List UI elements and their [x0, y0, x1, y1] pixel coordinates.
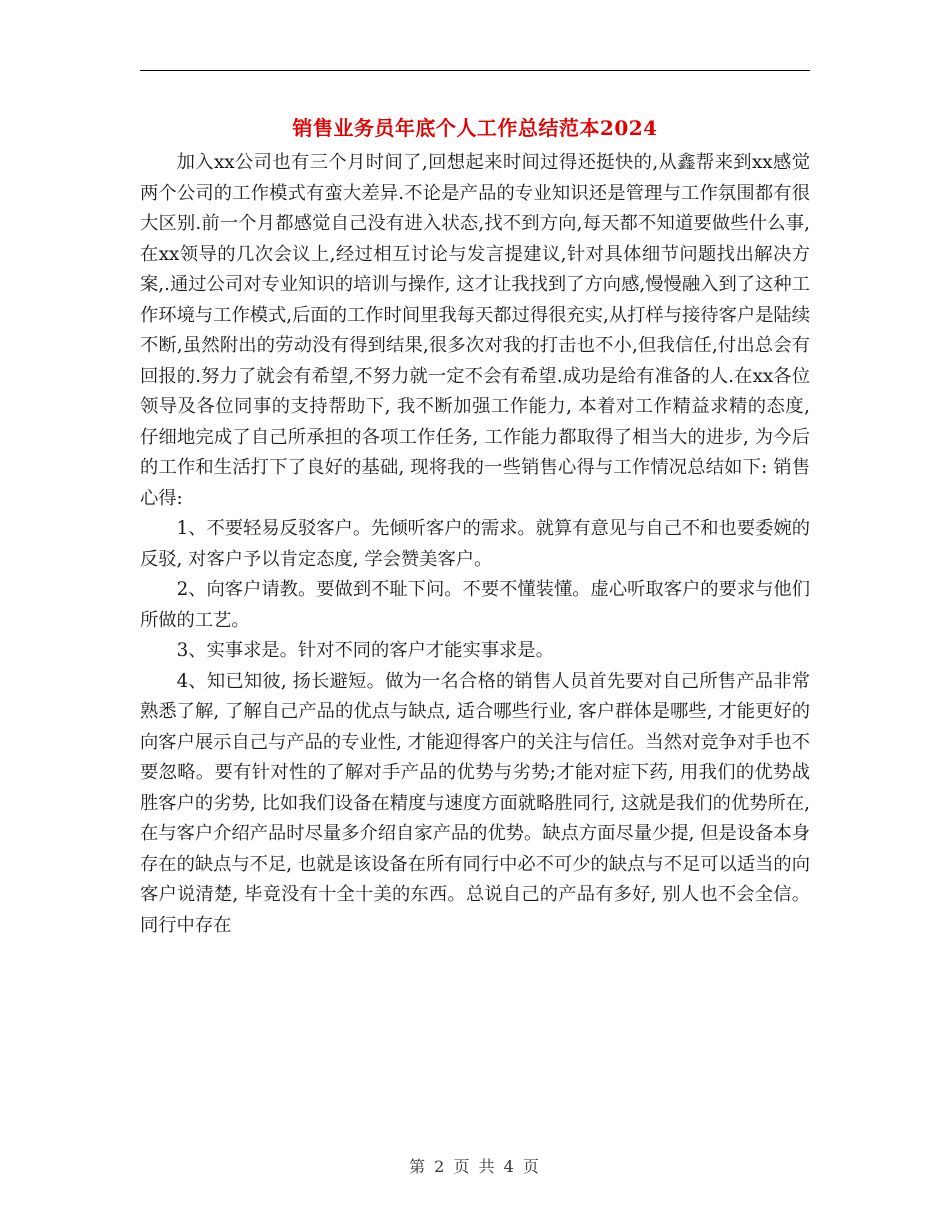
paragraph-point-4: 4、知已知彼, 扬长避短。做为一名合格的销售人员首先要对自己所售产品非常熟悉了解, 了解自己产品的优点与缺点, 适合哪些行业, 客户群体是哪些, 才能更好的向客户展示自己与产品的专业性, 才能迎得客户的关注与信任。当然对竞争对手也不要忽略。要有针对性的了解对手产品的优势与劣势;才能对症下药, 用我们的优势战胜客户的劣势, 比如我们设备在精度与速度方面就略胜同行, 这就是我们的优势所在, 在与客户介绍产品时尽量多介绍自家产品的优势。缺点方面尽量少提, 但是设备本身存在的缺点与不足, 也就是该设备在所有同行中必不可少的缺点与不足可以适当的向客户说清楚, 毕竟没有十全十美的东西。总说自己的产品有多好, 别人也不会全信。同行中存在 — [140, 670, 810, 936]
paragraph-point-3: 3、实事求是。针对不同的客户才能实事求是。 — [176, 640, 554, 661]
document-body — [140, 148, 810, 941]
page-number: 第 2 页 共 4 页 — [409, 1157, 541, 1176]
header-rule — [140, 70, 810, 71]
paragraph-point-2: 2、向客户请教。要做到不耻下问。不要不懂装懂。虚心听取客户的要求与他们所做的工艺。 — [140, 579, 810, 631]
paragraph-point-1: 1、不要轻易反驳客户。先倾听客户的需求。就算有意见与自己不和也要委婉的反驳, 对客户予以肯定态度, 学会赞美客户。 — [140, 518, 810, 570]
document-title: 销售业务员年底个人工作总结范本2024 — [292, 116, 658, 140]
paragraph-intro: 加入xx公司也有三个月时间了,回想起来时间过得还挺快的,从鑫帮来到xx感觉两个公司的工作模式有蛮大差异.不论是产品的专业知识还是管理与工作氛围都有很大区别.前一个月都感觉自己没有进入状态,找不到方向,每天都不知道要做些什么事,在xx领导的几次会议上,经过相互讨论与发言提建议,针对具体细节问题找出解决方案,.通过公司对专业知识的培训与操作, 这才让我找到了方向感,慢慢融入到了这种工作环境与工作模式,后面的工作时间里我每天都过得很充实,从打样与接待客户是陆续不断,虽然附出的劳动没有得到结果,很多次对我的打击也不小,但我信任,付出总会有回报的.努力了就会有希望,不努力就一定不会有希望.成功是给有准备的人.在xx各位领导及各位同事的支持帮助下, 我不断加强工作能力, 本着对工作精益求精的态度, 仔细地完成了自己所承担的各项工作任务, 工作能力都取得了相当大的进步, 为今后的工作和生活打下了良好的基础, 现将我的一些销售心得与工作情况总结如下: 销售心得: — [140, 152, 810, 509]
